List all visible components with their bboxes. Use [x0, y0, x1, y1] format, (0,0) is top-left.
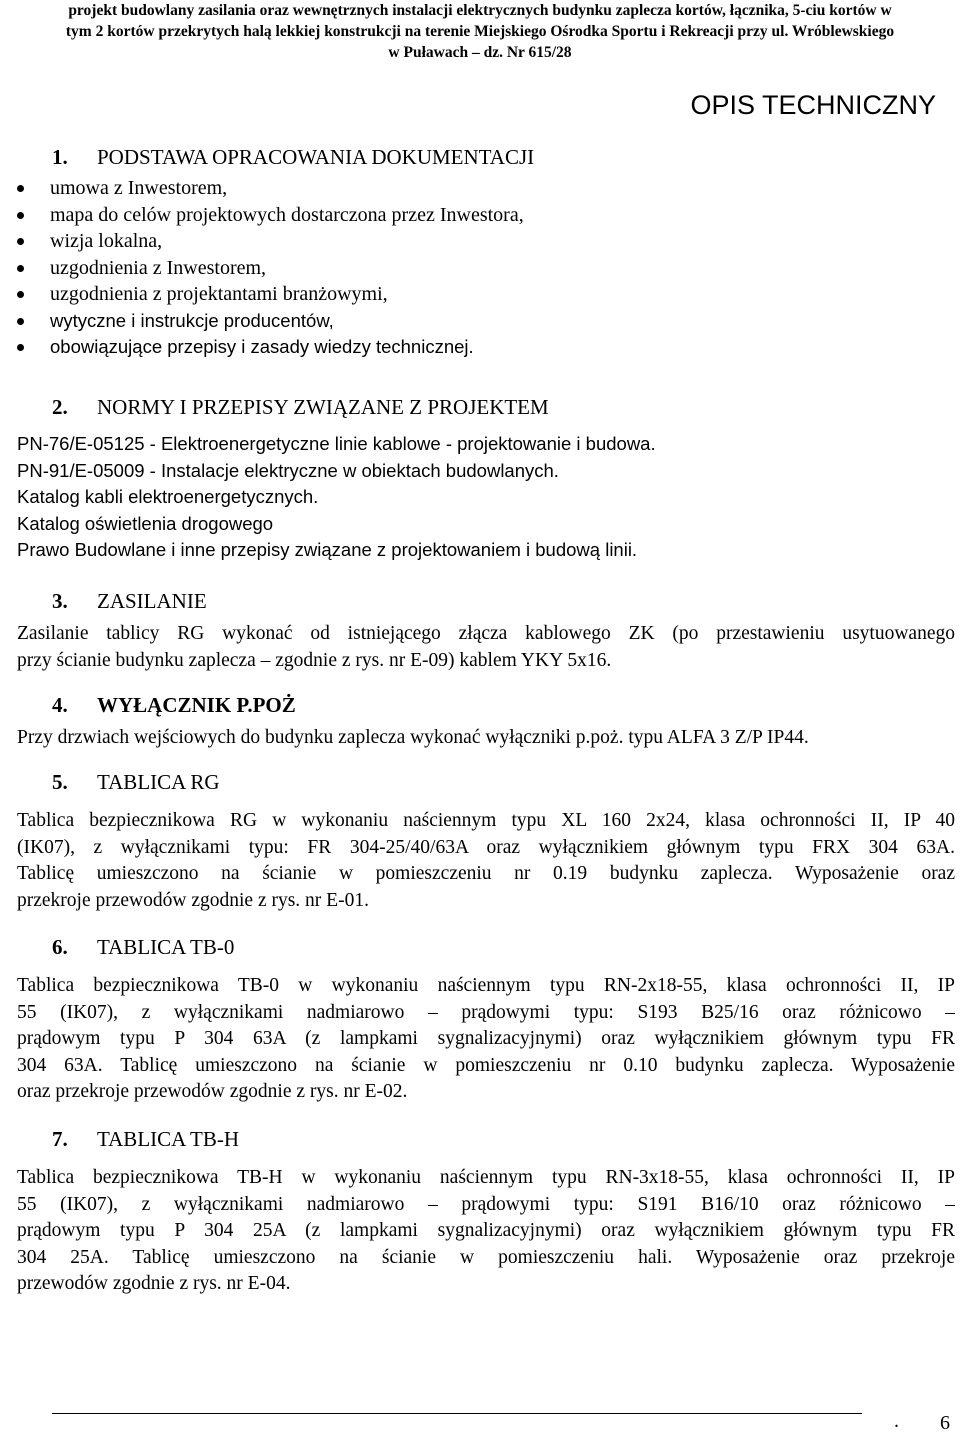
section-title: TABLICA TB-H: [97, 1127, 240, 1151]
bullet-icon: [17, 185, 24, 192]
bullet-icon: [17, 265, 24, 272]
section-heading-1: [52, 144, 534, 170]
list-item: [0, 281, 960, 308]
section-number: 7.: [52, 1127, 68, 1151]
section-number: 4.: [52, 693, 68, 717]
paragraph-line: Tablicę umieszczono na ścianie w pomieszczeniu nr 0.19 budynku zaplecza. Wyposażenie oraz: [17, 863, 955, 885]
norms-list: [17, 431, 656, 564]
paragraph-tablica-tbh: [17, 1165, 955, 1298]
paragraph-line: Tablica bezpiecznikowa TB-H w wykonaniu naściennym typu RN-3x18-55, klasa ochronności II, IP: [17, 1167, 955, 1188]
norm-item: PN-91/E-05009 - Instalacje elektryczne w obiektach budowlanych.: [17, 459, 559, 481]
paragraph-line: 304 63A. Tablicę umieszczono na ścianie w pomieszczeniu nr 0.10 budynku zaplecza. Wyposażenie: [17, 1054, 955, 1076]
basis-list: [0, 175, 960, 361]
paragraph-wylacznik: [17, 725, 955, 752]
footer-dot: .: [894, 1410, 899, 1432]
bullet-icon: [17, 291, 24, 298]
paragraph-tablica-tb0: [17, 973, 955, 1106]
list-item: [0, 202, 960, 229]
paragraph-line: Tablica bezpiecznikowa RG w wykonaniu naściennym typu XL 160 2x24, klasa ochronności II, IP 40: [17, 810, 955, 831]
norm-item: Katalog kabli elektroenergetycznych.: [17, 486, 319, 507]
section-title: ZASILANIE: [97, 589, 207, 613]
paragraph-line: przekroje przewodów zgodnie z rys. nr E-01.: [17, 889, 369, 911]
section-number: 6.: [52, 935, 68, 959]
list-item: [0, 175, 960, 202]
norm-item: PN-76/E-05125 - Elektroenergetyczne linie kablowe - projektowanie i budowa.: [17, 433, 656, 454]
paragraph-line: 304 25A. Tablicę umieszczono na ścianie w pomieszczeniu hali. Wyposażenie oraz przekroje: [17, 1246, 955, 1268]
footer-rule: [52, 1413, 862, 1414]
paragraph-line: 55 (IK07), z wyłącznikami nadmiarowo – prądowymi typu: S193 B25/16 oraz różnicowo –: [17, 1001, 955, 1023]
list-item-text: uzgodnienia z Inwestorem,: [50, 256, 267, 279]
list-item-text: wizja lokalna,: [50, 230, 163, 252]
list-item: [0, 255, 960, 282]
section-heading-2: [52, 394, 549, 420]
paragraph-line: przy ścianie budynku zaplecza – zgodnie z rys. nr E-09) kablem YKY 5x16.: [17, 649, 612, 671]
list-item-text: umowa z Inwestorem,: [50, 177, 228, 199]
paragraph-zasilanie: [17, 621, 955, 674]
section-number: 1.: [52, 145, 68, 169]
section-heading-6: [52, 934, 234, 960]
norm-item: Prawo Budowlane i inne przepisy związane z projektowaniem i budową linii.: [17, 539, 638, 560]
section-title: WYŁĄCZNIK P.POŻ: [97, 693, 296, 717]
section-number: 5.: [52, 770, 68, 794]
list-item: [0, 334, 960, 361]
paragraph-line: prądowym typu P 304 25A (z lampkami sygnalizacyjnymi) oraz wyłącznikiem głównym typu FR: [17, 1220, 955, 1242]
bullet-icon: [17, 344, 24, 351]
paragraph-line: (IK07), z wyłącznikami typu: FR 304-25/40/63A oraz wyłącznikiem głównym typu FRX 304 63A.: [17, 836, 955, 858]
section-title: NORMY I PRZEPISY ZWIĄZANE Z PROJEKTEM: [97, 395, 549, 419]
norm-item: Katalog oświetlenia drogowego: [17, 512, 274, 534]
section-heading-3: [52, 588, 207, 614]
paragraph-line: oraz przekroje przewodów zgodnie z rys. nr E-02.: [17, 1081, 408, 1103]
section-heading-5: [52, 769, 220, 795]
bullet-icon: [17, 238, 24, 245]
paragraph-line: 55 (IK07), z wyłącznikami nadmiarowo – prądowymi typu: S191 B16/10 oraz różnicowo –: [17, 1193, 955, 1215]
header-line: tym 2 kortów przekrytych halą lekkiej konstrukcji na terenie Miejskiego Ośrodka Sportu i Rekreacji przy ul. Wróblewskiego: [65, 23, 895, 40]
section-number: 2.: [52, 395, 68, 419]
section-heading-4: [52, 692, 296, 718]
paragraph-line: Zasilanie tablicy RG wykonać od istniejącego złącza kablowego ZK (po przestawieniu usytuowanego: [17, 623, 955, 644]
list-item: [0, 228, 960, 255]
section-title: PODSTAWA OPRACOWANIA DOKUMENTACJI: [97, 145, 535, 169]
section-title: TABLICA RG: [97, 770, 220, 794]
section-number: 3.: [52, 589, 68, 613]
paragraph-line: Tablica bezpiecznikowa TB-0 w wykonaniu naściennym typu RN-2x18-55, klasa ochronności II, IP: [17, 975, 955, 996]
section-heading-7: [52, 1126, 239, 1152]
list-item-text: mapa do celów projektowych dostarczona przez Inwestora,: [50, 203, 524, 226]
list-item: [0, 308, 960, 335]
list-item-text: uzgodnienia z projektantami branżowymi,: [50, 283, 388, 305]
list-item-text: obowiązujące przepisy i zasady wiedzy technicznej.: [50, 336, 474, 357]
paragraph-line: przewodów zgodnie z rys. nr E-04.: [17, 1273, 291, 1295]
header-line: projekt budowlany zasilania oraz wewnętrznych instalacji elektrycznych budynku zaplecza kortów, łącznika, 5-ciu kortów w: [68, 2, 892, 19]
document-header: [0, 0, 960, 63]
paragraph-tablica-rg: [17, 808, 955, 914]
page-number: 6: [940, 1412, 950, 1434]
paragraph-line: Przy drzwiach wejściowych do budynku zaplecza wykonać wyłączniki p.poż. typu ALFA 3 Z/P IP44.: [17, 727, 809, 748]
paragraph-line: prądowym typu P 304 63A (z lampkami sygnalizacyjnymi) oraz wyłącznikiem głównym typu FR: [17, 1028, 955, 1050]
list-item-text: wytyczne i instrukcje producentów,: [50, 309, 334, 331]
header-line: w Puławach – dz. Nr 615/28: [388, 44, 572, 61]
section-title: TABLICA TB-0: [97, 935, 235, 959]
bullet-icon: [17, 212, 24, 219]
bullet-icon: [17, 318, 24, 325]
page-title: OPIS TECHNICZNY: [690, 90, 936, 120]
